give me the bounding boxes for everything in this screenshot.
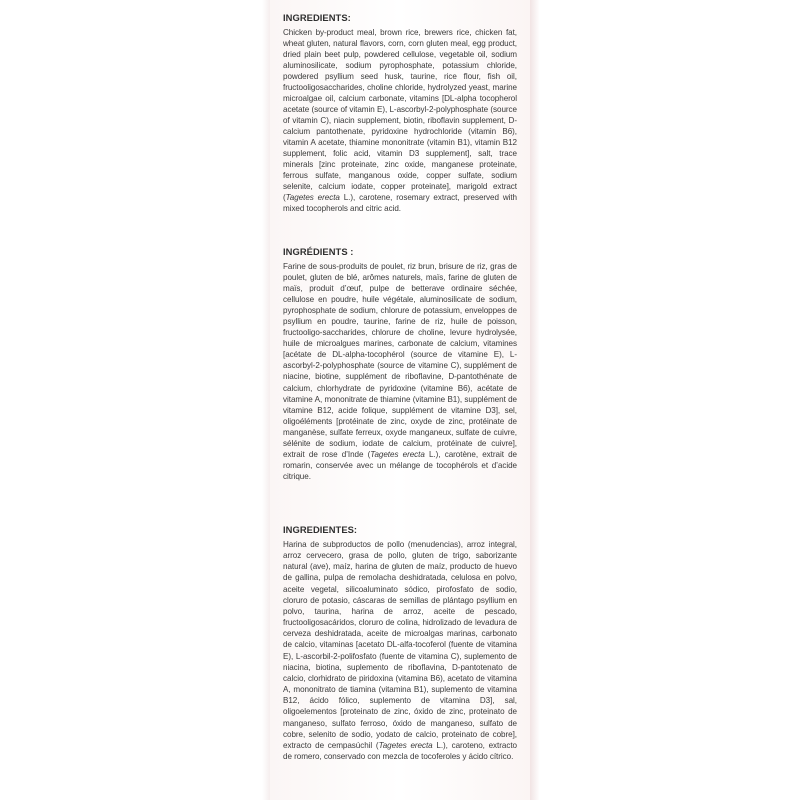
ingredients-text	[283, 261, 517, 482]
section-heading: INGRÉDIENTS :	[283, 246, 354, 257]
botanical-name: Tagetes erecta	[370, 449, 425, 459]
botanical-name: Tagetes erecta	[285, 193, 340, 202]
ingredients-text	[283, 27, 517, 214]
ingredients-text	[283, 539, 517, 762]
ingredients-text-part: L.), caroteno, extracto de romero, conservado con mezcla de tocoferoles y ácido cítrico.	[283, 740, 517, 761]
ingredients-text-part: Farine de sous-produits de poulet, riz brun, brisure de riz, gras de poulet, gluten de blé, arômes naturels, maïs, farine de gluten de maïs, produit d’œuf, pulpe de betterave ordinaire séchée, cellulose en poudre, huile végétale, aluminosilicate de sodium, pyrophosphate de sodium, chlorure de potassium, enveloppes de psyllium en poudre, taurine, farine de riz, huile de poisson, fructooligo-saccharides, chlorure de choline, levure hydrolysée, huile de microalgues marines, carbonate de calcium, vitamines [acétate de DL-alpha-tocophérol (source de vitamine E), L-ascorbyl-2-polyphosphate (source de vitamine C), supplément de niacine, biotine, supplément de riboflavine, D-pantothénate de calcium, chlorhydrate de pyridoxine (vitamine B6), acétate de vitamine A, mononitrate de thiamine (vitamine B1), supplément de vitamine B12, acide folique, supplément de vitamine D3], sel, oligoéléments [protéinate de zinc, oxyde de zinc, protéinate de manganèse, sulfate ferreux, oxyde manganeux, sulfate de cuivre, sélénite de sodium, iodate de calcium, protéinate de cuivre], extrait de rose d’Inde (	[283, 262, 517, 459]
ingredients-section-spanish	[283, 524, 517, 762]
section-heading: INGREDIENTES:	[283, 524, 358, 535]
ingredients-text-part: Chicken by-product meal, brown rice, brewers rice, chicken fat, wheat gluten, natural flavors, corn, corn gluten meal, egg product, dried plain beet pulp, powdered cellulose, vegetable oil, sodium aluminosilicate, sodium pyrophosphate, potassium chloride, powdered psyllium seed husk, taurine, rice flour, fish oil, fructooligosaccharides, choline chloride, hydrolyzed yeast, marine microalgae oil, calcium carbonate, vitamins [DL-alpha tocopherol acetate (source of vitamin E), L-ascorbyl-2-polyphosphate (source of vitamin C), niacin supplement, biotin, riboflavin supplement, D-calcium pantothenate, pyridoxine hydrochloride (vitamin B6), vitamin A acetate, thiamine mononitrate (vitamin B1), vitamin B12 supplement, folic acid, vitamin D3 supplement], salt, trace minerals [zinc proteinate, zinc oxide, manganese proteinate, ferrous sulfate, manganous oxide, copper sulfate, sodium selenite, calcium iodate, copper proteinate], marigold extract (	[283, 28, 517, 202]
ingredients-text-part: L.), carotène, extrait de romarin, conservée avec un mélange de tocophérols et d’acide citrique.	[283, 449, 517, 481]
botanical-name: Tagetes erecta	[378, 740, 433, 750]
ingredients-section-french	[283, 246, 517, 482]
ingredients-section-english	[283, 12, 517, 214]
ingredients-text-part: L.), carotene, rosemary extract, preserved with mixed tocopherols and citric acid.	[283, 193, 518, 213]
section-heading: INGREDIENTS:	[283, 12, 351, 23]
ingredients-text-part: Harina de subproductos de pollo (menudencias), arroz integral, arroz cervecero, grasa de pollo, gluten de trigo, saborizante natural (ave), maíz, harina de gluten de maíz, producto de huevo de gallina, pulpa de remolacha deshidratada, celulosa en polvo, aceite vegetal, silicoaluminato sódico, pirofosfato de sodio, cloruro de potasio, cáscaras de semillas de plántago psyllium en polvo, taurina, harina de arroz, aceite de pescado, fructooligosacáridos, cloruro de colina, hidrolizado de levadura de cerveza deshidratada, aceite de microalgas marinas, carbonato de calcio, vitaminas [acetato DL-alfa-tocoferol (fuente de vitamina E), L-ascorbil-2-polifosfato (fuente de vitamina C), suplemento de niacina, biotina, suplemento de riboflavina, D-pantotenato de calcio, clorhidrato de piridoxina (vitamina B6), acetato de vitamina A, mononitrato de tiamina (vitamina B1), suplemento de vitamina B12, ácido fólico, suplemento de vitamina D3], sal, oligoelementos [proteinato de zinc, óxido de zinc, proteinato de manganeso, sulfato ferroso, óxido de manganeso, sulfato de cobre, selenito de sodio, yodato de calcio, proteinato de cobre], extracto de cempasúchil (	[283, 540, 517, 750]
